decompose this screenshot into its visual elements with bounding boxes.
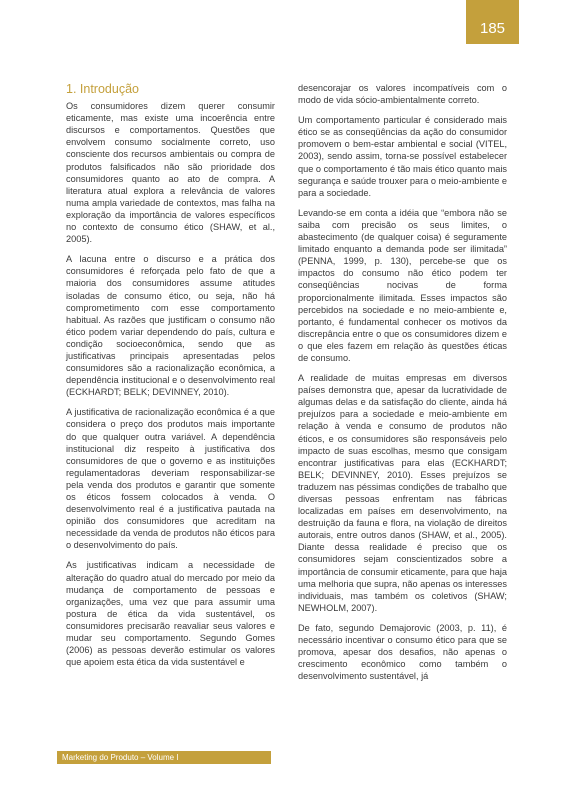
paragraph: A realidade de muitas empresas em diversos países demonstra que, apesar da lucratividade de algumas delas e da satisfação do cliente, ainda há prejuízos para a sociedade e meio-ambiente em relação à venda e consumo de produtos não éticos, e os consumidores são responsáveis pelo impacto de suas escolhas, mesmo que consigam encontrar justificativas para elas (ECKHARDT; BELK; DEVINNEY, 2010). Esses prejuízos se traduzem nas péssimas condições de trabalho que diversas pessoas enfrentam nas fábricas localizadas em países em desenvolvimento, na destruição da fauna e flora, na violação de direitos autorais, entre outros danos (SHAW, et al., 2005). Diante dessa realidade é preciso que os consumidores sejam conscientizados sobre a importância de consumir eticamente, para que haja uma melhoria que supra, não apenas os interesses individuais, mas também os coletivos (SHAW; NEWHOLM, 2007). xyxy=(298,373,507,613)
paragraph: Levando-se em conta a idéia que “embora não se saiba com precisão os seus limites, o abastecimento (de qualquer coisa) é seguramente limitado enquanto a demanda pode ser ilimitada” (PENNA, 1999, p. 130), percebe-se que os impactos do consumo não ético podem ter conseqüências nocivas de forma proporcionalmente ilimitada. Esses impactos são percebidos na sociedade e no meio-ambiente e, portanto, é fundamental conhecer os motivos da discrepância entre o que os consumidores dizem e o que eles fazem em relação às questões éticas de consumo. xyxy=(298,207,507,363)
paragraph: desencorajar os valores incompatíveis com o modo de vida sócio-ambientalmente correto. xyxy=(298,83,507,106)
footer-bar xyxy=(57,751,271,764)
section-heading: 1. Introdução xyxy=(66,82,139,96)
paragraph: Os consumidores dizem querer consumir eticamente, mas existe uma incoerência entre discursos e comportamentos. Questões que envolvem consumo socialmente correto, uso consciente dos recursos ambientais ou compra de produtos falsificados não são prioridade dos consumidores quanto ao ato de compra. A literatura atual explora a relevância de valores numa ampla variedade de contextos, mas falha na exploração da importância de valores específicos no contexto de consumo ético (SHAW, et al., 2005). xyxy=(66,101,275,245)
page-number xyxy=(466,0,519,44)
paragraph: A justificativa de racionalização econômica é a que considera o preço dos produtos mais importante do que qualquer outra variável. A dependência institucional diz respeito à justificativa dos consumidores de que o governo e as instituições regulamentadoras deveriam responsabilizar-se pela venda dos produtos e garantir que somente os éticos fossem colocados à venda. O desenvolvimento real é a justificativa pautada na opinião dos consumidores que acreditam na necessidade da venda de produtos não éticos para o desenvolvimento do país. xyxy=(66,407,275,551)
page-number-text: 185 xyxy=(479,20,506,37)
left-column xyxy=(66,79,275,676)
footer-text: Marketing do Produto – Volume I xyxy=(62,753,179,762)
right-column xyxy=(298,82,507,690)
paragraph: De fato, segundo Demajorovic (2003, p. 11), é necessário incentivar o consumo ético para que se promova, apesar dos desafios, não apenas o crescimento econômico como também o desenvolvimento sustentável, já xyxy=(298,622,507,682)
paragraph: A lacuna entre o discurso e a prática dos consumidores é reforçada pelo fato de que a maioria dos consumidores assume atitudes isoladas de consumo ético, ou seja, não há comprometimento com esse comportamento habitual. As razões que justificam o consumo não ético podem variar dependendo do país, cultura e condição socioeconômica, sendo que as justificativas principais apresentadas pelos consumidores são a racionalização econômica, a dependência institucional e o desenvolvimento real (ECKHARDT; BELK; DEVINNEY, 2010). xyxy=(66,254,275,398)
paragraph: As justificativas indicam a necessidade de alteração do quadro atual do mercado por meio da mudança de comportamento de pessoas e organizações, uma vez que para assumir uma postura de ética da vida sustentável, os consumidores precisarão reavaliar seus valores e mudar seu comportamento. Segundo Gomes (2006) as pessoas deverão estimular os valores que apoiem esta ética da vida sustentável e xyxy=(66,560,275,668)
paragraph: Um comportamento particular é considerado mais ético se as conseqüências da ação do consumidor promovem o bem-estar ambiental e social (VITEL, 2003), sendo assim, torna-se possível estabelecer que o comportamento é tão mais ético quanto mais segurança e saúde trouxer para o meio-ambiente e para a sociedade. xyxy=(298,115,507,198)
